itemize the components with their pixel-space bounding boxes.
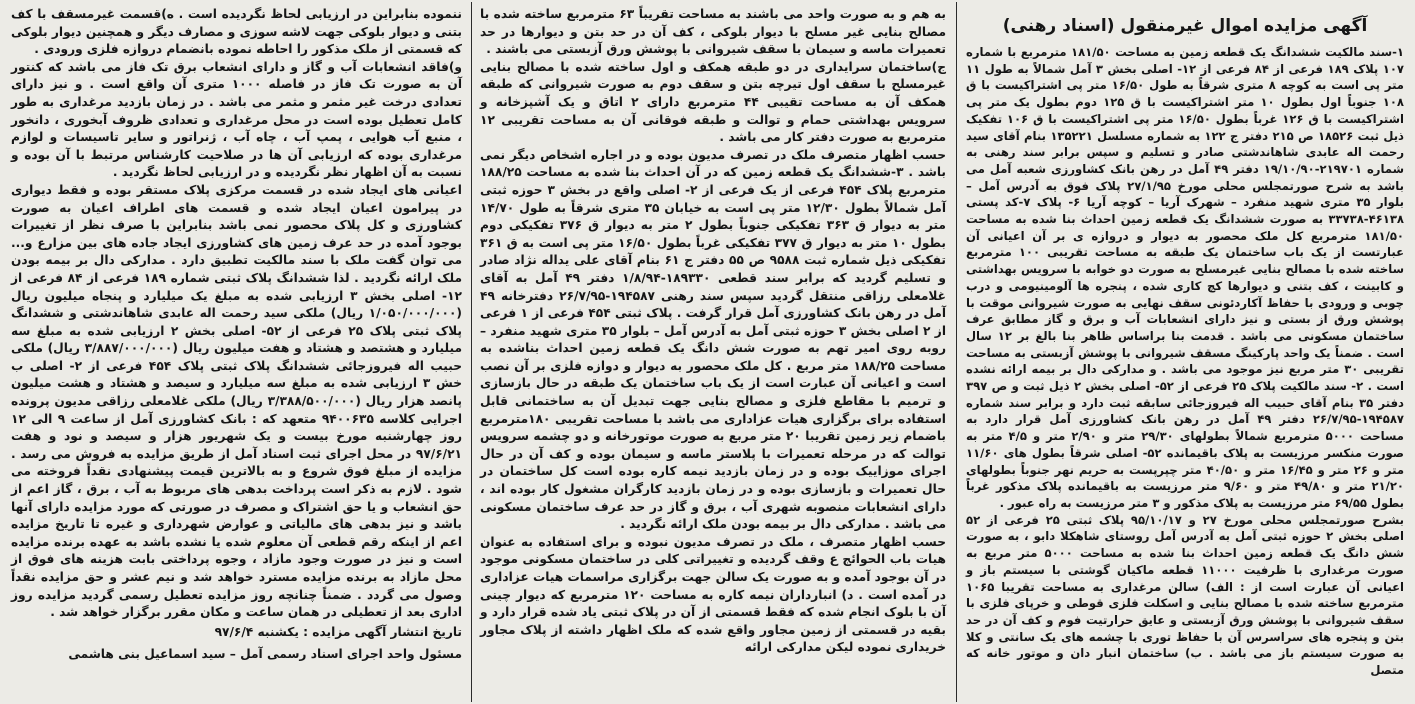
paragraph-occupant-statement: حسب اظهار متصرف ، ملک در تصرف مدیون نبوده و برای استفاده به عنوان هیات باب الحوائج ع وقف گردیده و تغییراتی کلی در ساختمان مسکونی موجود در آن بوجود آمده و به صورت یک سالن جهت برگزاری مراسمات هیات عزاداری در آمده است . د) انبارداران نیمه کاره به مساحت ۱۲۰ مترمربع که دیوار چینی آن با بلوک انجام شده که فقط قسمتی از آن در پلاک ثبتی یاد شده قرار دارد و بقیه در قسمتی از زمین مجاور واقع شده که ملک اظهار داشته از پلاک مجاور خریداری نموده لیکن مدارکی ارائه: [480, 534, 946, 655]
paragraph-property-1-2: ۱-سند مالکیت ششدانگ یک قطعه زمین به مساحت ۱۸۱/۵۰ مترمربع با شماره ۱۰۷ پلاک ۱۸۹ فرعی از ۸۴ فرعی از ۱۲- اصلی بخش ۳ آمل شمالاً به طول ۱۱ متر پی است به کوچه ۸ متری شرقاً به طول ۱۶/۵۰ متر پی اشتراکیست با ق ۱۰۸ جنوباً اول بطول ۱۰ متر اشتراکیست با ق ۱۲۵ دوم بطول یک متر پی اشتراکیست با ق ۱۲۶ غرباً بطول ۱۶/۵۰ متر پی اشتراکیست با ق ۱۰۶ تفکیک ذیل ثبت ۱۸۵۲۶ ص ۲۱۵ دفتر ج ۱۲۲ به شماره مسلسل ۱۳۵۲۲۱ بنام آقای سید رحمت اله عابدی شاهاندشتی صادر و تسلیم و سپس برابر سند رهنی به شماره ۲۱۹۷۰۱-۱۹/۱۰/۹۰ دفتر ۴۹ آمل در رهن بانک کشاورزی شعبه آمل می باشد به شرح صورتمجلس محلی مورخ ۲۷/۱/۹۵ پلاک فوق به آدرس آمل – بلوار ۳۵ متری شهید منفرد – شهرک آریا – کوچه آریا ۶- پلاک ۷-کد پستی ۴۶۱۳۸-۳۳۷۳۸ به صورت ششدانگ یک قطعه زمین احداث بنا شده به مساحت ۱۸۱/۵۰ مترمربع کل ملک محصور به دیوار و دروازه ی بر آن اعیانی آن عبارتست از یک باب ساختمان یک طبقه به مساحت تقریبی ۱۰۰ مترمربع ساخته شده با مصالح بنایی غیرمسلح به صورت دو خوابه با سرویس بهداشتی و کابینت ، کف بتنی و دیوارها کچ کاری شده ، پنجره ها آلومینیومی و درب چوبی و ورودی با حفاظ آکاردئونی سقف نهایی به صورت شیروانی موقت با پوشش ورق از بستی و نیز دارای انشعابات آب و برق و گاز مطابق عرف ساختمان مسکونی می باشد . قدمت بنا براساس ظاهر بنا بالغ بر ۱۲ سال است . ضمناً یک واحد پارکینگ مسقف شیروانی با پوشش آزبستی به مساحت تقریبی ۳۰ متر مربع نیز موجود می باشد . و مدارکی دال بر بیمه ارائه نشده است . ۲- سند مالکیت پلاک ۲۵ فرعی از ۵۲- اصلی بخش ۲ ذیل ثبت و ص ۳۹۷ دفتر ۳۵ بنام آقای حبیب اله فیروزجائی سابقه ثبت دارد و برابر سند شماره ۱۹۴۵۸۷-۲۶/۷/۹۵ دفتر ۴۹ آمل در رهن بانک کشاورزی آمل قرار دارد به مساحت ۵۰۰۰ مترمربع شمالاً بطولهای ۲۹/۳۰ متر و ۲/۹۰ متر و ۴/۵ متر به صورت منکسر مرزیست به پلاک باقیمانده ۵۲- اصلی شرقاً بطول های ۱۱/۶۰ متر و ۲۶ متر و ۱۶/۴۵ متر و ۴۰/۵۰ متر چپرپست به حریم نهر جنوباً بطولهای ۲۱/۲۰ متر و ۴۹/۸۰ متر و ۹/۶۰ متر مرزیست به باقیمانده پلاک مذکور غرباً بطول ۶۹/۵۵ متر مرزیست به پلاک مذکور و ۳ متر مرزیست به راه عبور .: [966, 45, 1405, 510]
paragraph-warehouse: به هم و به صورت واحد می باشند به مساحت تقریباً ۶۳ مترمربع ساخته شده با مصالح بنایی غیر مسلح با دیوار بلوکی ، کف آن در حد بتن و دیوارها در حد تعمیرات ماسه و سیمان با سقف شیروانی با پوشش ورق آزبستی می باشند .: [480, 7, 946, 57]
notice-title: آگهی مزایده اموال غیرمنقول (اسناد رهنی): [1002, 16, 1368, 36]
paragraph-property-3: حسب اظهار متصرف ملک در تصرف مدیون بوده و در اجاره اشخاص دیگر نمی باشد . ۳-ششدانگ یک قطعه زمین که در آن احداث بنا شده به مساحت ۱۸۸/۲۵ مترمربع پلاک ۴۵۴ فرعی از یک فرعی از ۲- اصلی واقع در بخش ۳ حوزه ثبتی آمل شمالاً بطول ۱۲/۳۰ متر پی است به خیابان ۳۵ متری شرقاً به طول ۱۴/۷۰ متر به دیوار ق ۳۶۳ تفکیکی جنوباً بطول ۲ متر به دیوار ق ۳۷۶ تفکیکی دوم بطول ۱۰ متر به دیوار ق ۳۷۷ تفکیکی غرباً بطول ۱۶/۵۰ متر پی است به ق ۳۶۱ تفکیکی ذیل شماره ثبت ۹۵۸۸ ص ۵۵ دفتر ج ۶۱ بنام آقای علی یداله نژاد صادر و تسلیم گردید که برابر سند قطعی ۱۸۹۳۳۰-۱/۸/۹۴ دفتر ۴۹ آمل به آقای غلامعلی رزاقی منتقل گردید سپس سند رهنی ۱۹۴۵۸۷-۲۶/۷/۹۵ دفترخانه ۴۹ آمل در رهن بانک کشاورزی آمل قرار گرفت . پلاک ثبتی ۴۵۴ فرعی از ۱ فرعی از ۲ اصلی بخش ۳ حوزه ثبتی آمل به آدرس آمل – بلوار ۳۵ متری شهید منفرد – روبه روی امیر تهم به صورت شش دانگ یک قطعه زمین احداث بناشده به مساحت ۱۸۸/۲۵ متر مربع . کل ملک محصور به دیوار و دوازه فلزی بر آن نصب است و اعیانی آن عبارت است از یک باب ساختمان یک طبقه در حال بازسازی و ترمیم با مقاطع فلزی و مصالح بنایی جهت تبدیل آن به ساختمانی قابل استفاده برای برگزاری هیات عزاداری می باشد با مساحت تقریبی ۱۸۰مترمربع باضمام زیر زمین تقریبا ۲۰ متر مربع به صورت موتورخانه و دو چشمه سرویس توالت که در مرحله تعمیرات با پلاستر ماسه و سیمان بوده و کف آن در حال اجرای موزاییک بوده و در زمان بازدید نیمه کاره بوده است کل ساختمان در حال تعمیرات و بازسازی بوده و در زمان بازدید کارگران مشغول کار بوده اند ، دارای انشعابات منصوبه شهری آب ، برق و گاز در حد عرف ساختمان مسکونی می باشد . مدارکی دال بر بیمه بودن ملک ارائه نگردید .: [480, 147, 947, 532]
column-divider: [956, 2, 957, 702]
paragraph-valuation-auction: اعیانی های ایجاد شده در قسمت مرکزی پلاک مستقر بوده و فقط دیواری در پیرامون اعیان ایجاد شده و قسمت های اطراف اعیان به صورت کشاورزی و کل پلاک محصور نمی باشد بنابراین با صرف نظر از تغییرات بوجود آمده در حد عرف زمین های کشاورزی ایجاد جاده های بین مزارع و... می توان گفت ملک با سند مالکیت تطبیق دارد . مدارکی دال بر بیمه بودن ملک ارائه نگردید . لذا ششدانگ پلاک ثبتی شماره ۱۸۹ فرعی از ۸۴ فرعی از ۱۲- اصلی بخش ۳ ارزیابی شده به مبلغ یک میلیارد و پنجاه میلیون ریال (۱/۰۵۰/۰۰۰/۰۰۰ ریال) ملکی سید رحمت اله عابدی شاهاندشتی و ششدانگ پلاک ثبتی پلاک ۲۵ فرعی از ۵۲- اصلی بخش ۲ ارزیابی شده به مبلغ سه میلیارد و هشتصد و هشتاد و هفت میلیون ریال (۳/۸۸۷/۰۰۰/۰۰۰ ریال) ملکی حبیب اله فیروزجائی ششدانگ پلاک ثبتی پلاک ۴۵۴ فرعی از ۲- اصلی ب خش ۳ ارزیابی شده به مبلغ سه میلیارد و سیصد و هشتاد و هشت میلیون پانصد هزار ریال (۳/۳۸۸/۵۰۰/۰۰۰ ریال) ملکی غلامعلی رزاقی مدیون پرونده اجرایی کلاسه ۹۴۰۰۶۳۵ متعهد که : بانک کشاورزی آمل از ساعت ۹ الی ۱۲ روز چهارشنبه مورخ بیست و یک شهریور هزار و سیصد و نود و هفت ۹۷/۶/۲۱ در محل اجرای ثبت اسناد آمل از طریق مزایده به فروش می رسد . مزایده از مبلغ فوق شروع و به بالاترین قیمت پیشنهادی نقداً فروخته می شود . لازم به ذکر است پرداخت بدهی های مربوط به آب ، برق ، گاز اعم از حق انشعاب و یا حق اشتراک و مصرف در صورتی که مورد مزایده دارای آنها باشد و نیز بدهی های مالیاتی و عوارض شهرداری و غیره تا تاریخ مزایده اعم از اینکه رقم قطعی آن معلوم شده یا نشده باشد به عهده برنده مزایده است و نیز در صورت وجود مازاد ، وجوه پرداختی بابت هزینه های فوق از محل مازاد به برنده مزایده مسترد خواهد شد و نیم عشر و حق مزایده نقداً وصول می گردد . ضمناً چنانچه روز مزایده تعطیل رسمی گردید مزایده روز اداری بعد از تعطیلی در همان ساعت و مکان مقرر برگزار خواهد شد .: [11, 182, 463, 620]
column-right: [959, 4, 1411, 700]
paragraph-utilities: و)فاقد انشعابات آب و گاز و دارای انشعاب برق تک فاز می باشد که کنتور آن به صورت تک فاز در فاصله ۱۰۰۰ متری آن واقع است . و نیز دارای تعدادی درخت غیر مثمر و مثمر می باشد . در زمان بازدید مرغداری به طور کامل تعطیل بوده است در محل مرغداری و تعدادی ظروف آبخوری ، دانخور ، منبع آب هوایی ، پمپ آب ، چاه آب ، ژنراتور و سایر تاسیسات و لوازم مرغداری بوده که ارزیابی آن ها در صلاحیت کارشناس مرتبط با آن بوده و نسبت به آن اظهار نظر نگردیده و در ارزیابی لحاظ نگردید .: [11, 59, 462, 180]
column-left: [4, 4, 469, 700]
publish-date: تاریخ انتشار آگهی مزایده : یکشنبه ۹۷/۶/۴: [214, 624, 462, 639]
paragraph-poultry-farm: بشرح صورتمجلس محلی مورخ ۲۷ و ۹۵/۱۰/۱۷ پلاک ثبتی ۲۵ فرعی از ۵۲ اصلی بخش ۲ حوزه ثبتی آمل به آدرس آمل روستای شاهکلا دابو ، به صورت شش دانگ یک قطعه زمین احداث بنا شده به مساحت ۵۰۰۰ متر مربع به صورت مرغداری با ظرفیت ۱۱۰۰۰ قطعه ماکیان گوشتی با سیستم باز و اعیانی آن عبارت است از : الف) سالن مرغداری به مساحت تقریبا ۱۰۶۵ مترمربع ساخته شده با مصالح بنایی و اسکلت فلزی قوطی و خرپای فلزی با سقف شیروانی با پوشش ورق آزبستی و عایق حرارتیت فوم و کف آن در حد بتن و پنجره های سراسرس آن با حفاظ توری با چشمه های یک سانتی و کلا به صورت سیستم باز می باشد . ب) ساختمان انبار دان و موتور خانه که متصل: [966, 512, 1405, 678]
column-divider: [471, 2, 472, 702]
paragraph-unroofed-area: ننموده بنابراین در ارزیابی لحاظ نگردیده است . ه)قسمت غیرمسقف با کف بتنی و دیوار بلوکی جهت لاشه سوزی و مصارف دیگر و همچنین دیوار بلوکی که قسمتی از ملک مذکور را احاطه نموده بانضمام دروازه فلزی ورودی .: [11, 7, 462, 57]
signature-line: مسئول واحد اجرای اسناد رسمی آمل – سید اسماعیل بنی هاشمی: [68, 646, 462, 661]
paragraph-caretaker-building: ج)ساختمان سرایداری در دو طبقه همکف و اول ساخته شده با مصالح بنایی غیرمسلح با سقف اول تیرچه بتن و سقف دوم به صورت شیروانی که طبقه همکف آن به مساحت تقیبی ۴۴ مترمربع دارای ۲ اتاق و یک آشپزخانه و سرویس بهداشتی حمام و توالت و طبقه فوقانی آن به مساحت تقریبی ۱۲ مترمربع به صورت دفتر کار می باشد .: [480, 59, 946, 145]
column-middle: [473, 4, 953, 700]
